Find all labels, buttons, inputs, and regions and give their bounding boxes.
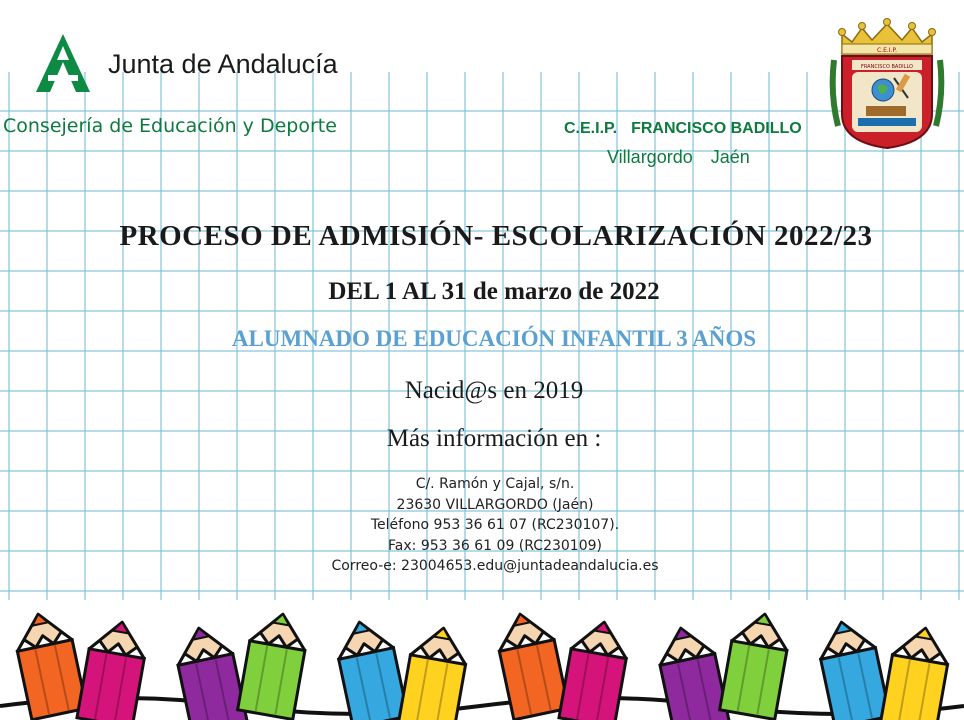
pencil-icon bbox=[559, 617, 632, 720]
crest-label: C.E.I.P. bbox=[876, 47, 898, 54]
junta-logo-icon bbox=[28, 32, 98, 94]
school-location bbox=[607, 147, 750, 168]
school-title: FRANCISCO BADILLO bbox=[631, 120, 802, 137]
pencil-border bbox=[0, 594, 964, 720]
contact-phone: Teléfono 953 36 61 07 (RC230107). bbox=[370, 517, 620, 533]
pencil-icon bbox=[238, 609, 311, 719]
page-title: PROCESO DE ADMISIÓN- ESCOLARIZACIÓN 2022/23 bbox=[119, 220, 873, 252]
brand-name: Junta de Andalucía bbox=[108, 48, 338, 79]
pencil-icon bbox=[720, 609, 793, 719]
province: Jaén bbox=[710, 147, 750, 167]
school-type: C.E.I.P. bbox=[564, 120, 618, 137]
contact-fax: Fax: 953 36 61 09 (RC230109) bbox=[388, 537, 602, 554]
contact-block bbox=[250, 474, 740, 577]
pencil-icon bbox=[77, 617, 150, 720]
school-name bbox=[564, 120, 802, 138]
birth-year: Nacid@s en 2019 bbox=[404, 377, 584, 404]
pencil-icon bbox=[880, 623, 953, 720]
pencil-icon bbox=[332, 616, 408, 720]
pencil-icon bbox=[814, 616, 890, 720]
contact-email: Correo-e: 23004653.edu@juntadeandalucia.es bbox=[331, 558, 659, 574]
more-info-heading: Más información en : bbox=[386, 425, 602, 452]
pencil-icon bbox=[653, 622, 729, 720]
pencil-icon bbox=[171, 622, 247, 720]
junta-logo bbox=[28, 32, 338, 94]
department-name: Consejería de Educación y Deporte bbox=[3, 115, 337, 137]
pencil-icon bbox=[398, 623, 471, 720]
target-students: ALUMNADO DE EDUCACIÓN INFANTIL 3 AÑOS bbox=[231, 326, 757, 351]
contact-address: C/. Ramón y Cajal, s/n. bbox=[415, 476, 575, 492]
school-crest bbox=[828, 14, 946, 152]
contact-city: 23630 VILLARGORDO (Jaén) bbox=[396, 496, 594, 513]
town: Villargordo bbox=[607, 147, 693, 167]
admission-dates: DEL 1 AL 31 de marzo de 2022 bbox=[328, 278, 660, 305]
crest-ribbon: FRANCISCO BADILLO bbox=[861, 64, 913, 70]
